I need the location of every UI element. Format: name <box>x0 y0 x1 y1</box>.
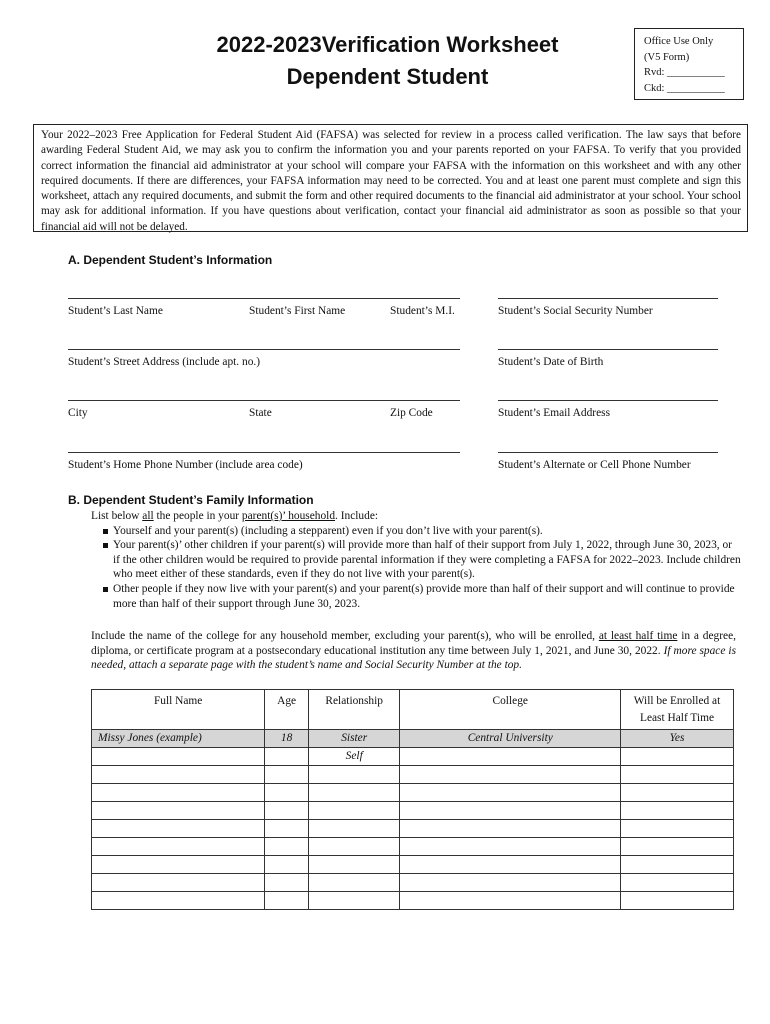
bullet-item: Yourself and your parent(s) (including a stepparent) even if you don’t live with your parent(s). <box>91 524 741 539</box>
age-cell[interactable] <box>265 892 309 910</box>
example-relationship: Sister <box>308 730 400 748</box>
age-cell[interactable] <box>265 820 309 838</box>
example-row <box>92 730 734 748</box>
office-use-box <box>634 28 744 100</box>
college-cell[interactable] <box>400 748 621 766</box>
cell-phone-line[interactable] <box>498 452 718 453</box>
intro-paragraph: Your 2022–2023 Free Application for Federal Student Aid (FAFSA) was selected for review in a process called verification. The law says that before awarding Federal Student Aid, we may ask you to confirm the information you and your parents reported on your FAFSA. To verify that you provided correct information the financial aid administrator at your school will compare your FAFSA with the information on this worksheet and with any other required documents. If there are differences, your FAFSA information may need to be corrected. You and at least one parent must complete and sign this worksheet, attach any required documents, and submit the form and other required documents to the financial aid administrator at your school. Your school may ask for additional information. If you have questions about verification, contact your financial aid administrator as soon as possible so that your financial aid will not be delayed. <box>33 124 748 232</box>
table-row[interactable] <box>92 874 734 892</box>
email-line[interactable] <box>498 400 718 401</box>
home-phone-label: Student’s Home Phone Number (include area code) <box>68 459 303 471</box>
ssn-label: Student’s Social Security Number <box>498 305 653 317</box>
example-enrolled: Yes <box>621 730 734 748</box>
zip-label: Zip Code <box>390 407 433 419</box>
table-row[interactable] <box>92 838 734 856</box>
relationship-cell[interactable] <box>308 820 400 838</box>
table-header-row <box>92 690 734 730</box>
college-cell[interactable] <box>400 892 621 910</box>
age-cell[interactable] <box>265 874 309 892</box>
relationship-cell[interactable] <box>308 784 400 802</box>
last-name-label: Student’s Last Name <box>68 305 163 317</box>
office-form-code: (V5 Form) <box>644 51 690 63</box>
relationship-cell[interactable] <box>308 766 400 784</box>
household-table <box>91 689 734 910</box>
age-cell[interactable] <box>265 784 309 802</box>
age-cell[interactable] <box>265 802 309 820</box>
table-row[interactable] <box>92 766 734 784</box>
bullet-item: Other people if they now live with your parent(s) and your parent(s) provide more than half of their support and will continue to provide more than half of their support through June 30, 2023. <box>91 582 741 611</box>
table-row[interactable] <box>92 802 734 820</box>
name-line[interactable] <box>68 298 460 299</box>
home-phone-line[interactable] <box>68 452 460 453</box>
household-instructions <box>91 509 741 611</box>
name-cell[interactable] <box>92 784 265 802</box>
city-state-zip-line[interactable] <box>68 400 460 401</box>
relationship-cell[interactable] <box>308 856 400 874</box>
enrolled-cell[interactable] <box>621 784 734 802</box>
header-full-name: Full Name <box>92 690 265 730</box>
name-cell[interactable] <box>92 766 265 784</box>
college-cell[interactable] <box>400 874 621 892</box>
header-age: Age <box>265 690 309 730</box>
age-cell[interactable] <box>265 856 309 874</box>
header-college: College <box>400 690 621 730</box>
header-enrolled: Will be Enrolled at Least Half Time <box>621 690 734 730</box>
table-row[interactable] <box>92 892 734 910</box>
name-cell[interactable] <box>92 748 265 766</box>
enrolled-cell[interactable] <box>621 892 734 910</box>
example-name: Missy Jones (example) <box>92 730 265 748</box>
college-cell[interactable] <box>400 766 621 784</box>
name-cell[interactable] <box>92 892 265 910</box>
enrolled-cell[interactable] <box>621 748 734 766</box>
college-cell[interactable] <box>400 856 621 874</box>
college-cell[interactable] <box>400 802 621 820</box>
form-title: 2022-2023Verification Worksheet <box>216 32 559 57</box>
office-received: Rvd: ___________ <box>644 67 725 78</box>
college-cell[interactable] <box>400 820 621 838</box>
middle-initial-label: Student’s M.I. <box>390 305 455 317</box>
form-subtitle: Dependent Student <box>286 64 489 89</box>
enrolled-cell[interactable] <box>621 820 734 838</box>
example-age: 18 <box>265 730 309 748</box>
age-cell[interactable] <box>265 838 309 856</box>
enrolled-cell[interactable] <box>621 802 734 820</box>
college-cell[interactable] <box>400 838 621 856</box>
age-cell[interactable] <box>265 766 309 784</box>
enrolled-cell[interactable] <box>621 838 734 856</box>
street-line[interactable] <box>68 349 460 350</box>
table-row[interactable] <box>92 784 734 802</box>
email-label: Student’s Email Address <box>498 407 611 419</box>
bullet-item: Your parent(s)’ other children if your parent(s) will provide more than half of their support from July 1, 2022, through June 30, 2023, or if the other children would be required to provide parental information if they were completing a FAFSA for 2022–2023. Include children who meet either of these standards, even if they do not live with your parent(s). <box>91 538 741 582</box>
header-relationship: Relationship <box>308 690 400 730</box>
relationship-cell[interactable]: Self <box>308 748 400 766</box>
college-instructions: Include the name of the college for any household member, excluding your parent(s), who will be enrolled, at least half time in a degree, diploma, or certificate program at a postsecondary educational institution any time between July 1, 2021, and June 30, 2022. If more space is needed, attach a separate page with the student’s name and Social Security Number at the top. <box>91 630 737 672</box>
first-name-label: Student’s First Name <box>249 305 346 317</box>
household-intro: List below all the people in your parent(s)’ household. Include: <box>91 510 379 522</box>
office-checked: Ckd: ___________ <box>644 82 725 94</box>
name-cell[interactable] <box>92 820 265 838</box>
college-cell[interactable] <box>400 784 621 802</box>
ssn-line[interactable] <box>498 298 718 299</box>
state-label: State <box>249 407 272 419</box>
enrolled-cell[interactable] <box>621 856 734 874</box>
cell-phone-label: Student’s Alternate or Cell Phone Number <box>498 459 691 471</box>
section-a-heading: A. Dependent Student’s Information <box>68 253 273 267</box>
street-label: Student’s Street Address (include apt. no.) <box>68 356 261 368</box>
name-cell[interactable] <box>92 838 265 856</box>
name-cell[interactable] <box>92 856 265 874</box>
relationship-cell[interactable] <box>308 874 400 892</box>
section-b-heading: B. Dependent Student’s Family Information <box>68 493 314 507</box>
enrolled-cell[interactable] <box>621 874 734 892</box>
dob-line[interactable] <box>498 349 718 350</box>
office-use-label: Office Use Only <box>644 36 714 47</box>
name-cell[interactable] <box>92 874 265 892</box>
dob-label: Student’s Date of Birth <box>498 356 604 368</box>
table-row[interactable] <box>92 820 734 838</box>
relationship-cell[interactable] <box>308 838 400 856</box>
relationship-cell[interactable] <box>308 802 400 820</box>
table-row[interactable] <box>92 748 734 766</box>
enrolled-cell[interactable] <box>621 766 734 784</box>
city-label: City <box>68 407 88 419</box>
age-cell[interactable] <box>265 748 309 766</box>
table-row[interactable] <box>92 856 734 874</box>
example-college: Central University <box>400 730 621 748</box>
relationship-cell[interactable] <box>308 892 400 910</box>
household-bullet-list <box>91 524 741 612</box>
name-cell[interactable] <box>92 802 265 820</box>
